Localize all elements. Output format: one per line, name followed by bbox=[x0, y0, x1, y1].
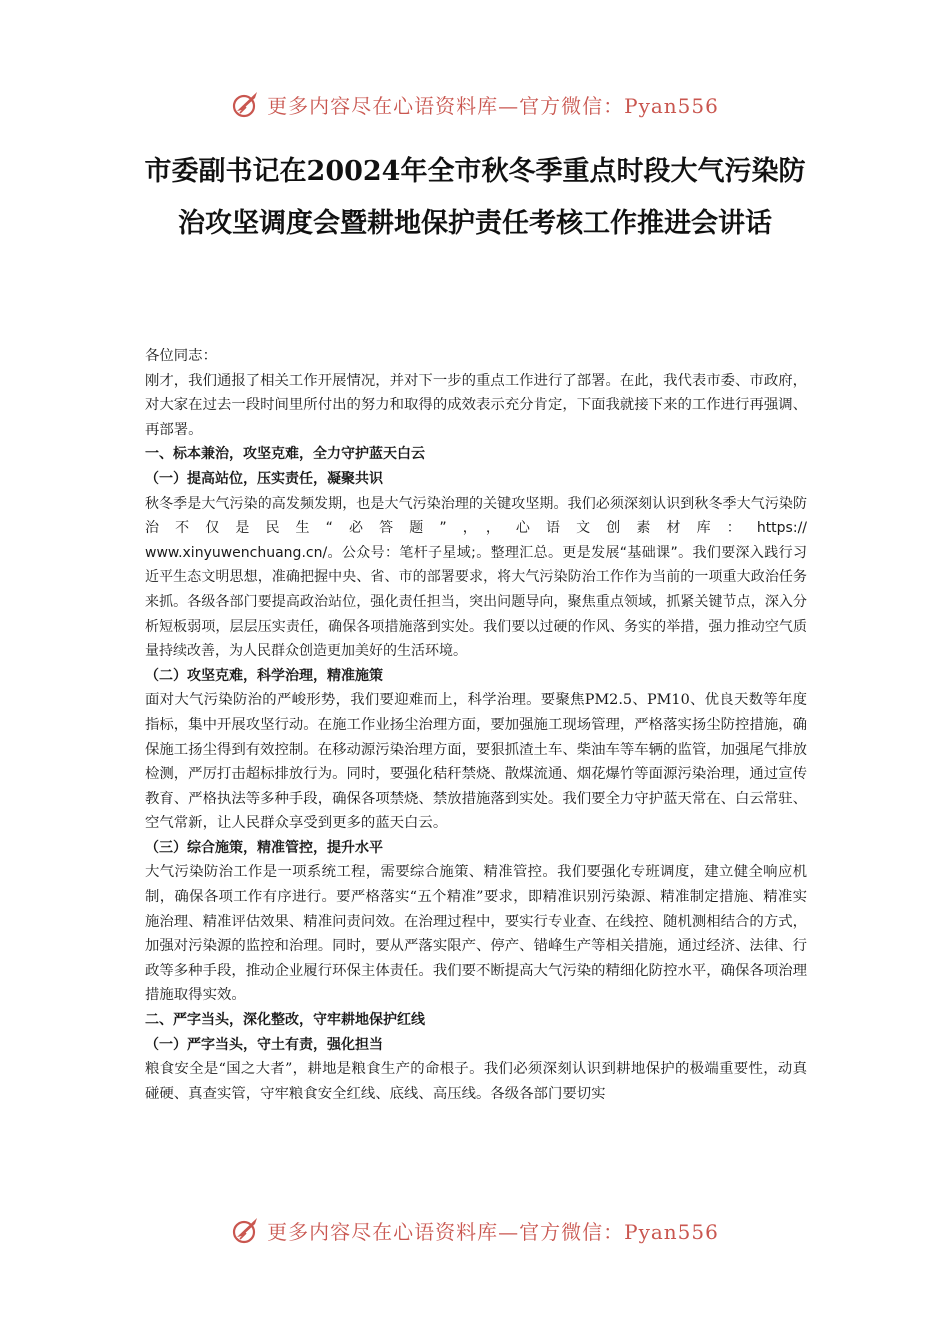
document-title: 市委副书记在20024年全市秋冬季重点时段大气污染防治攻坚调度会暨耕地保护责任考核工作推进会讲话 bbox=[144, 156, 806, 239]
subsection-heading: （三）综合施策，精准管控，提升水平 bbox=[145, 839, 383, 856]
section-heading: 二、严字当头，深化整改，守牢耕地保护红线 bbox=[145, 1012, 425, 1029]
document-body bbox=[145, 344, 807, 1106]
intro-paragraph: 刚才，我们通报了相关工作开展情况，并对下一步的重点工作进行了部署。在此，我代表市委、市政府，对大家在过去一段时间里所付出的努力和取得的成效表示充分肯定，下面我就接下来的工作进行再强调、再部署。 bbox=[145, 372, 807, 438]
subsection-heading: （一）提高站位，压实责任，凝聚共识 bbox=[145, 470, 383, 487]
subsection-heading: （二）攻坚克难，科学治理，精准施策 bbox=[145, 667, 383, 684]
watermark-text: 更多内容尽在心语资料库—官方微信：Pyan556 bbox=[267, 93, 719, 118]
watermark-banner-bottom bbox=[0, 1210, 950, 1250]
salutation: 各位同志： bbox=[145, 348, 217, 364]
body-paragraph: www.xinyuwenchuang.cn/。公众号：笔杆子星域;。整理汇总。更是发展“基础课”。我们要深入践行习近平生态文明思想，准确把握中央、省、市的部署要求，将大气污染防治工作作为当前的一项重大政治任务来抓。各级各部门要提高政治站位，强化责任担当，突出问题导向，聚焦重点领域，抓紧关键节点，深入分析短板弱项，层层压实责任，确保各项措施落到实处。我们要以过硬的作风、务实的举措，强力推动空气质量持续改善，为人民群众创造更加美好的生活环境。 bbox=[145, 544, 807, 660]
body-paragraph: 秋冬季是大气污染的高发频发期，也是大气污染治理的关键攻坚期。我们必须深刻认识到秋冬季大气污染防治不仅是民生“必答题”，，心语文创素材库：https:// bbox=[145, 495, 807, 537]
section-heading: 一、标本兼治，攻坚克难，全力守护蓝天白云 bbox=[145, 446, 425, 463]
body-paragraph: 面对大气污染防治的严峻形势，我们要迎难而上，科学治理。要聚焦PM2.5、PM10、优良天数等年度指标，集中开展攻坚行动。在施工作业扬尘治理方面，要加强施工现场管理，严格落实扬尘防控措施，确保施工扬尘得到有效控制。在移动源污染治理方面，要狠抓渣土车、柴油车等车辆的监管，加强尾气排放检测，严厉打击超标排放行为。同时，要强化秸秆禁烧、散煤流通、烟花爆竹等面源污染治理，通过宣传教育、严格执法等多种手段，确保各项禁烧、禁放措施落到实处。我们要全力守护蓝天常在、白云常驻、空气常新，让人民群众享受到更多的蓝天白云。 bbox=[145, 692, 807, 832]
watermark-text: 更多内容尽在心语资料库—官方微信：Pyan556 bbox=[267, 1219, 719, 1244]
watermark-banner-top bbox=[0, 84, 950, 124]
body-paragraph: 大气污染防治工作是一项系统工程，需要综合施策、精准管控。我们要强化专班调度，建立健全响应机制，确保各项工作有序进行。要严格落实“五个精准”要求，即精准识别污染源、精准制定措施、精准实施治理、精准评估效果、精准问责问效。在治理过程中，要实行专业查、在线控、随机测相结合的方式，加强对污染源的监控和治理。同时，要从严落实限产、停产、错峰生产等相关措施，通过经济、法律、行政等多种手段，推动企业履行环保主体责任。我们要不断提高大气污染的精细化防控水平，确保各项治理措施取得实效。 bbox=[145, 864, 807, 1004]
quill-logo-icon bbox=[231, 89, 261, 119]
subsection-heading: （一）严字当头，守土有责，强化担当 bbox=[145, 1036, 383, 1053]
quill-logo-icon bbox=[231, 1215, 261, 1245]
body-paragraph: 粮食安全是“国之大者”，耕地是粮食生产的命根子。我们必须深刻认识到耕地保护的极端重要性，动真碰硬、真查实管，守牢粮食安全红线、底线、高压线。各级各部门要切实 bbox=[145, 1061, 807, 1102]
